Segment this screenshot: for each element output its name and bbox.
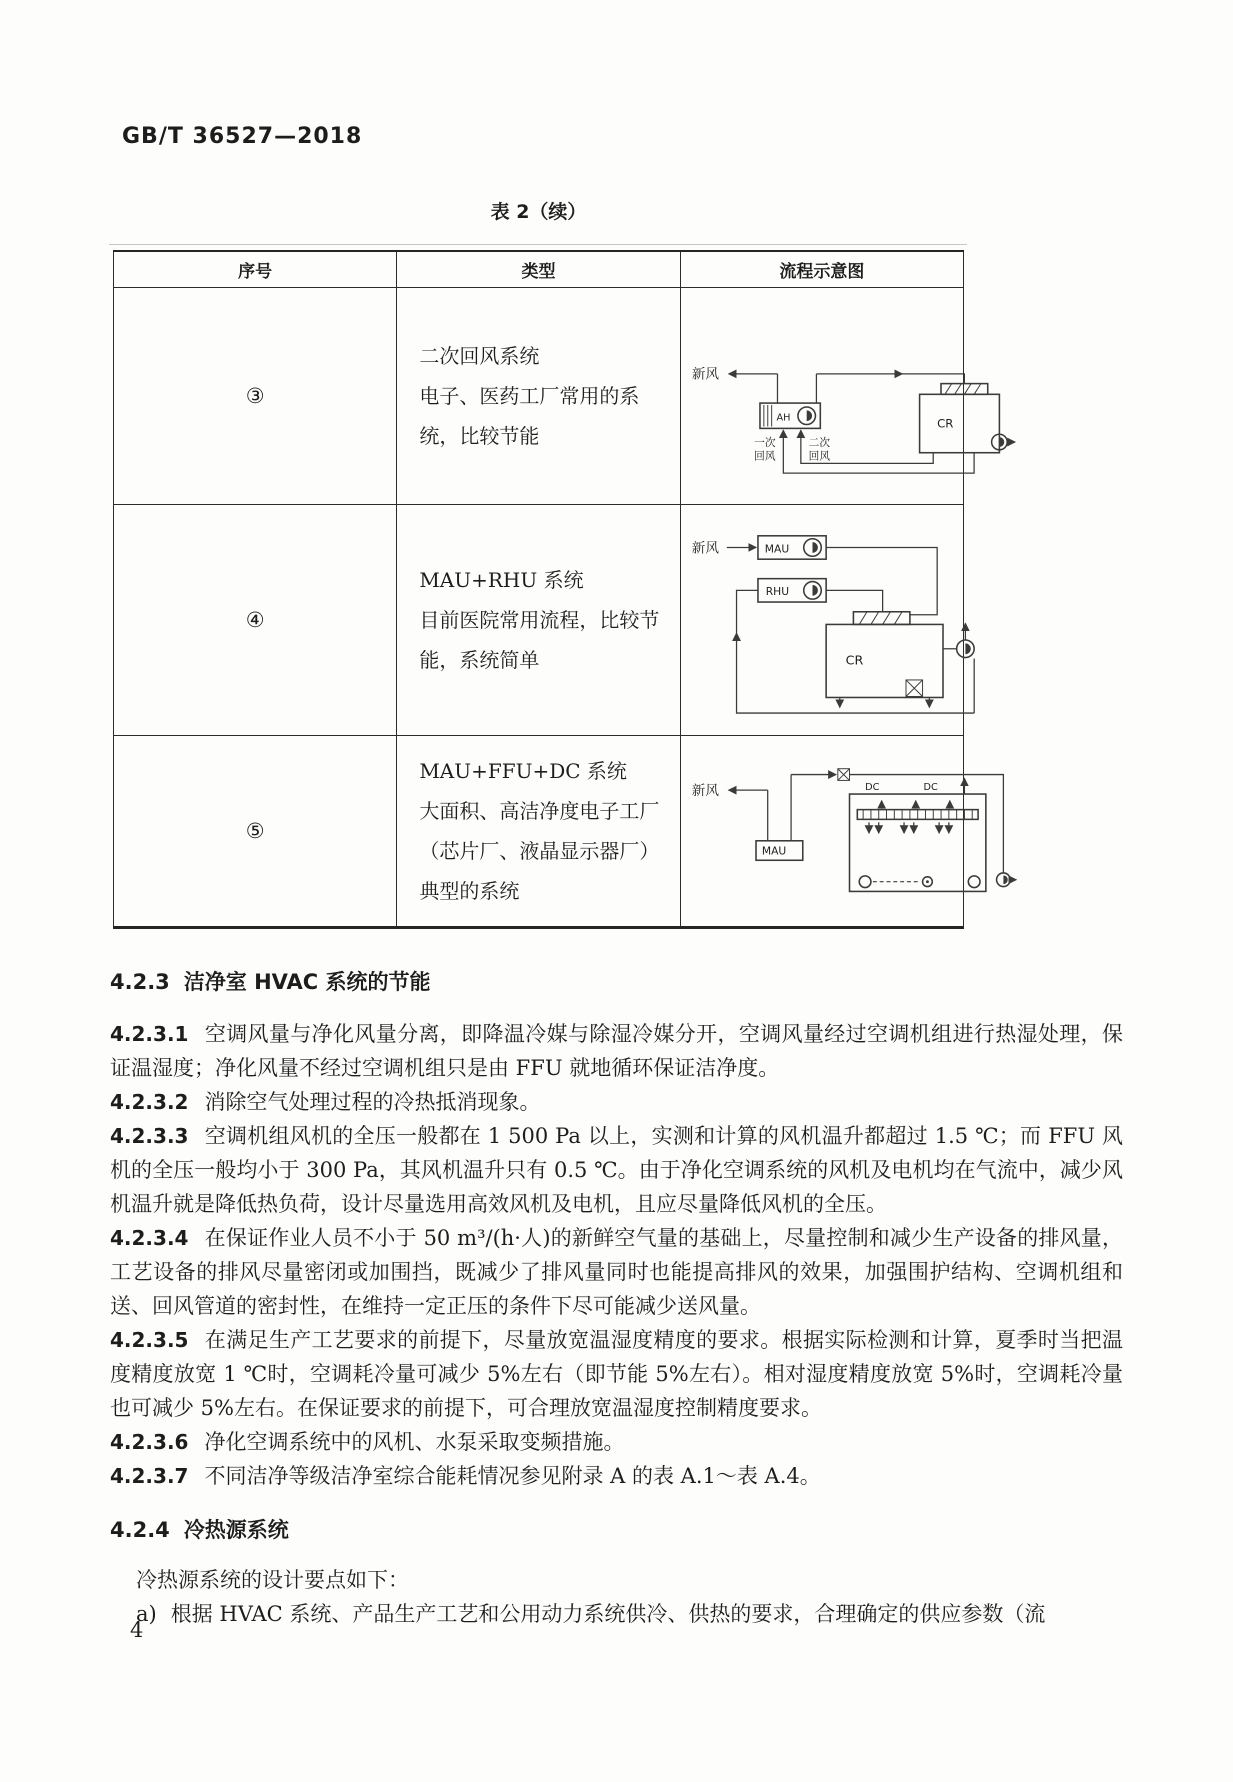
column-header-type: 类型 [397,251,680,288]
clause-text: 空调风量与净化风量分离，即降温冷媒与除湿冷媒分开，空调风量经过空调机组进行热湿处理，保证温湿度；净化风量不经过空调机组只是由 FFU 就地循环保证洁净度。 [110,1022,1123,1080]
flow-diagram-mau-ffu-dc [682,755,1018,911]
clause-text: 冷热源系统的设计要点如下： [136,1568,409,1592]
dry-coil-label: DC [923,782,938,794]
intro-paragraph [110,1563,1123,1597]
flow-diagram-mau-rhu [682,522,1018,722]
clause-number: 4.2.4 [110,1518,170,1542]
system-name: MAU+RHU 系统 [419,568,584,592]
cleanroom-label: CR [845,652,863,668]
table-title: 表 2（续） [490,201,587,223]
heading-text: 冷热源系统 [183,1518,289,1542]
column-header-diagram: 流程示意图 [680,251,963,288]
duct-line [902,374,964,384]
dry-coil-label: DC [864,782,880,794]
clause-number: 4.2.3.5 [110,1328,189,1352]
secondary-return-label: 回风 [808,449,830,463]
clause-number: 4.2.3.1 [110,1022,189,1046]
return-loop [736,590,757,633]
clause-number: 4.2.3 [110,970,170,994]
ahu-label: AH [776,412,791,424]
fan-icon [803,582,821,600]
table-header-row [114,251,964,288]
rhu-box [758,579,826,602]
clause-number: 4.2.3.6 [110,1430,189,1454]
fresh-air-label: 新风 [691,540,719,557]
return-loop [736,633,974,713]
fan-icon [996,873,1010,887]
system-name: 二次回风系统 [419,344,540,368]
section-heading-4-2-3 [110,965,1123,999]
row-number: ⑤ [114,736,397,928]
damper-icon [837,769,849,781]
filter-icon [941,384,988,395]
flow-diagram-secondary-return [682,333,1018,479]
primary-return-label: 一次 [753,435,776,449]
flow-diagram-cell [680,736,963,928]
table-row [114,288,964,505]
table-row [114,505,964,736]
rhu-label: RHU [765,585,789,599]
clause-text: 消除空气处理过程的冷热抵消现象。 [204,1090,541,1114]
sensor-icon [922,877,932,887]
clause-text: 在保证作业人员不小于 50 m³/(h·人)的新鲜空气量的基础上，尽量控制和减少生产设备的排风量，工艺设备的排风尽量密闭或加围挡，既减少了排风量同时也能提高排风的效果，加强围护结构、空调机组和送、回风管道的密封性，在维持一定正压的条件下尽可能减少送风量。 [110,1226,1123,1318]
mau-box [758,536,826,559]
row-type-cell [397,288,680,505]
ahu-box [760,403,820,428]
clause-text: 根据 HVAC 系统、产品生产工艺和公用动力系统供冷、供热的要求，合理确定的供应参数（流 [170,1602,1046,1626]
clause-text: 不同洁净等级洁净室综合能耗情况参见附录 A 的表 A.1～表 A.4。 [204,1464,821,1488]
list-item-a [110,1597,1123,1631]
flow-diagram-cell [680,505,963,736]
cleanroom-label: CR [936,416,954,431]
filter-icon [853,612,909,625]
clause-number: 4.2.3.4 [110,1226,189,1250]
fresh-air-label: 新风 [691,366,719,383]
clause-4-2-3-1 [110,1017,1123,1085]
ffu-ceiling-band [857,810,978,820]
damper-icon [906,680,923,697]
duct-line [826,590,882,611]
system-name: MAU+FFU+DC 系统 [419,759,627,783]
row-number: ④ [114,505,397,736]
clause-text: 在满足生产工艺要求的前提下，尽量放宽温湿度精度的要求。根据实际检测和计算，夏季时当把温度精度放宽 1 ℃时，空调耗冷量可减少 5%左右（即节能 5%左右）。相对湿度精度放宽 5%时，空调耗冷量也可减少 5%左右。在保证要求的前提下，可合理放宽温湿度控制精度要求。 [110,1328,1123,1420]
row-type-cell [397,505,680,736]
clause-4-2-3-7 [110,1459,1123,1493]
clause-text: 净化空调系统中的风机、水泵采取变频措施。 [204,1430,625,1454]
hvac-system-table [113,250,964,929]
system-description: 大面积、高洁净度电子工厂（芯片厂、液晶显示器厂）典型的系统 [419,799,660,903]
mau-label: MAU [761,844,786,858]
clause-number: 4.2.3.3 [110,1124,189,1148]
cleanroom-box [849,794,985,891]
list-marker: a) [136,1602,157,1626]
fan-icon [956,640,974,658]
clause-4-2-3-4 [110,1221,1123,1323]
clause-4-2-3-6 [110,1425,1123,1459]
body-text [110,951,1123,1631]
primary-return-label: 回风 [753,449,776,463]
clause-4-2-3-2 [110,1085,1123,1119]
flow-diagram-cell [680,288,963,505]
fan-icon [798,407,816,425]
mau-label: MAU [764,542,789,556]
clause-4-2-3-5 [110,1323,1123,1425]
row-number: ③ [114,288,397,505]
clause-number: 4.2.3.7 [110,1464,189,1488]
page-number: 4 [130,1618,144,1642]
column-header-no: 序号 [114,251,397,288]
return-unit-icon [859,876,871,888]
cleanroom-box [919,394,999,452]
system-description: 目前医院常用流程，比较节能，系统简单 [419,608,660,672]
fresh-air-label: 新风 [691,783,719,800]
row-type-cell [397,736,680,928]
clause-number: 4.2.3.2 [110,1090,189,1114]
system-description: 电子、医药工厂常用的系统，比较节能 [419,384,640,448]
return-unit-icon [968,876,980,888]
duct-line [826,547,937,614]
section-heading-4-2-4 [110,1513,1123,1547]
cleanroom-box [826,624,943,697]
clause-4-2-3-3 [110,1119,1123,1221]
filter-hatch [764,405,772,426]
table-top-rule [109,244,967,245]
secondary-return-label: 二次 [808,435,830,449]
mau-box [756,841,803,860]
heading-text: 洁净室 HVAC 系统的节能 [183,970,431,994]
clause-text: 空调机组风机的全压一般都在 1 500 Pa 以上，实测和计算的风机温升都超过 1.5 ℃；而 FFU 风机的全压一般均小于 300 Pa，其风机温升只有 0.5 ℃。由于净化空调系统的风机及电机均在气流中，减少风机温升就是降低热负荷，设计尽量选用高效风机及电机，且应尽量降低风机的全压。 [110,1124,1123,1216]
downflow-arrows [869,822,949,833]
table-row [114,736,964,928]
fan-icon [803,539,821,557]
standard-number: GB/T 36527—2018 [122,124,363,149]
